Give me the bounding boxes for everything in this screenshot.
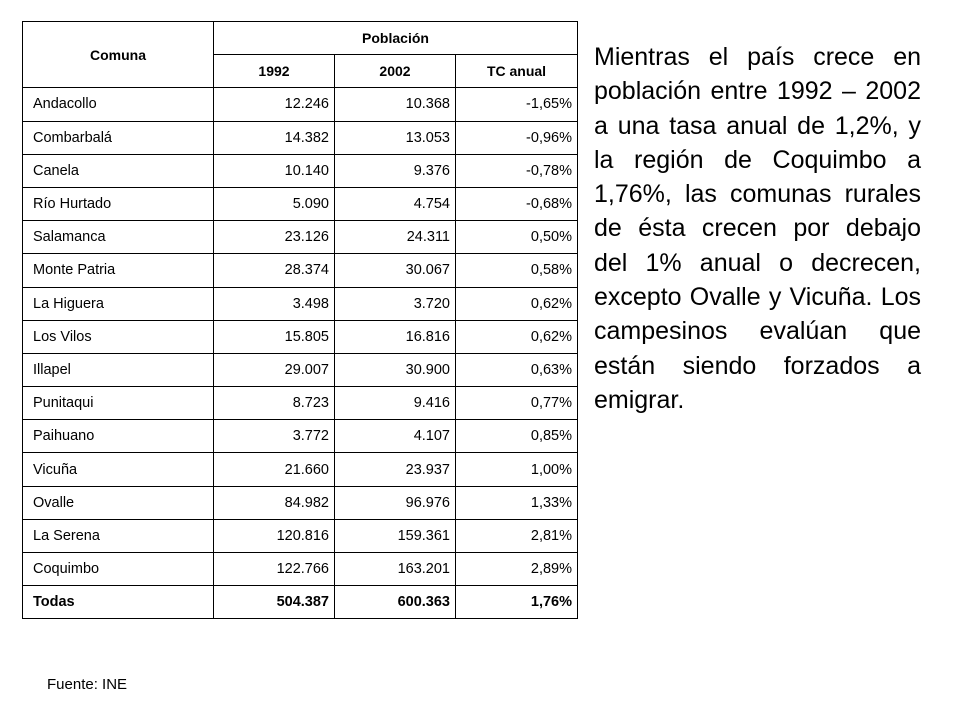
cell-1992: 14.382: [214, 121, 335, 154]
cell-1992: 5.090: [214, 187, 335, 220]
table-row: [23, 88, 578, 121]
cell-tc: 1,76%: [456, 586, 578, 619]
cell-1992: 8.723: [214, 387, 335, 420]
cell-comuna: Río Hurtado: [23, 187, 214, 220]
header-2002: 2002: [335, 55, 456, 88]
table-row: [23, 221, 578, 254]
cell-tc: -0,78%: [456, 154, 578, 187]
cell-1992: 120.816: [214, 519, 335, 552]
table-total-row: [23, 586, 578, 619]
cell-2002: 10.368: [335, 88, 456, 121]
table-row: [23, 320, 578, 353]
table-row: [23, 121, 578, 154]
table-row: [23, 254, 578, 287]
cell-comuna: La Serena: [23, 519, 214, 552]
cell-tc: 0,58%: [456, 254, 578, 287]
cell-comuna: Illapel: [23, 353, 214, 386]
table-row: [23, 519, 578, 552]
cell-tc: 2,81%: [456, 519, 578, 552]
cell-tc: -1,65%: [456, 88, 578, 121]
cell-comuna: Andacollo: [23, 88, 214, 121]
cell-2002: 9.416: [335, 387, 456, 420]
table-row: [23, 453, 578, 486]
cell-2002: 163.201: [335, 553, 456, 586]
cell-comuna: Los Vilos: [23, 320, 214, 353]
cell-tc: -0,68%: [456, 187, 578, 220]
table-row: [23, 287, 578, 320]
cell-1992: 29.007: [214, 353, 335, 386]
cell-tc: 0,77%: [456, 387, 578, 420]
description-paragraph: Mientras el país crece en población entre 1992 – 2002 a una tasa anual de 1,2%, y la región de Coquimbo a 1,76%, las comunas rurales de ésta crecen por debajo del 1% anual o decrecen, excepto Ovalle y Vicuña. Los campesinos evalúan que están siendo forzados a emigrar.: [594, 43, 921, 414]
cell-comuna: La Higuera: [23, 287, 214, 320]
cell-1992: 21.660: [214, 453, 335, 486]
cell-2002: 30.067: [335, 254, 456, 287]
cell-1992: 504.387: [214, 586, 335, 619]
cell-2002: 13.053: [335, 121, 456, 154]
header-1992: 1992: [214, 55, 335, 88]
cell-1992: 3.772: [214, 420, 335, 453]
table-row: [23, 187, 578, 220]
cell-comuna: Coquimbo: [23, 553, 214, 586]
cell-comuna: Monte Patria: [23, 254, 214, 287]
table-row: [23, 553, 578, 586]
cell-comuna: Punitaqui: [23, 387, 214, 420]
cell-tc: 0,85%: [456, 420, 578, 453]
source-note: Fuente: INE: [47, 676, 128, 693]
cell-1992: 10.140: [214, 154, 335, 187]
cell-tc: 1,33%: [456, 486, 578, 519]
cell-1992: 28.374: [214, 254, 335, 287]
cell-2002: 96.976: [335, 486, 456, 519]
population-table: [22, 21, 578, 619]
cell-1992: 84.982: [214, 486, 335, 519]
cell-comuna: Combarbalá: [23, 121, 214, 154]
table-row: [23, 353, 578, 386]
cell-1992: 122.766: [214, 553, 335, 586]
cell-tc: 0,50%: [456, 221, 578, 254]
table-row: [23, 486, 578, 519]
table-row: [23, 420, 578, 453]
cell-comuna: Salamanca: [23, 221, 214, 254]
cell-1992: 3.498: [214, 287, 335, 320]
cell-comuna: Paihuano: [23, 420, 214, 453]
cell-tc: 2,89%: [456, 553, 578, 586]
cell-2002: 4.754: [335, 187, 456, 220]
table-row: [23, 387, 578, 420]
cell-2002: 23.937: [335, 453, 456, 486]
cell-2002: 16.816: [335, 320, 456, 353]
cell-2002: 30.900: [335, 353, 456, 386]
cell-tc: 0,62%: [456, 287, 578, 320]
cell-1992: 15.805: [214, 320, 335, 353]
cell-2002: 9.376: [335, 154, 456, 187]
cell-2002: 4.107: [335, 420, 456, 453]
cell-comuna: Vicuña: [23, 453, 214, 486]
header-poblacion: Población: [214, 22, 578, 55]
cell-2002: 24.311: [335, 221, 456, 254]
cell-2002: 600.363: [335, 586, 456, 619]
cell-2002: 3.720: [335, 287, 456, 320]
cell-comuna: Ovalle: [23, 486, 214, 519]
cell-comuna: Canela: [23, 154, 214, 187]
cell-1992: 12.246: [214, 88, 335, 121]
table-row: [23, 154, 578, 187]
header-comuna: Comuna: [23, 22, 214, 88]
cell-tc: 1,00%: [456, 453, 578, 486]
cell-1992: 23.126: [214, 221, 335, 254]
cell-tc: 0,62%: [456, 320, 578, 353]
cell-2002: 159.361: [335, 519, 456, 552]
cell-comuna: Todas: [23, 586, 214, 619]
cell-tc: -0,96%: [456, 121, 578, 154]
cell-tc: 0,63%: [456, 353, 578, 386]
header-tc-anual: TC anual: [456, 55, 578, 88]
